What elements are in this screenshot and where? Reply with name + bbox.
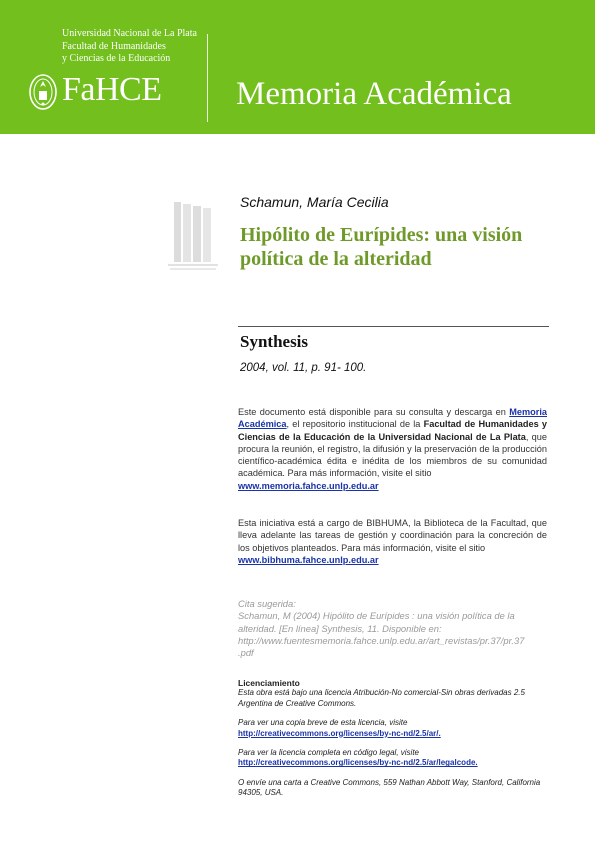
intro-paragraph [238, 406, 547, 492]
university-line: y Ciencias de la Educación [62, 53, 171, 64]
memoria-url-link[interactable]: www.memoria.fahce.unlp.edu.ar [238, 480, 379, 491]
citation-label: Cita sugerida: [238, 598, 296, 609]
university-seal-icon [28, 73, 58, 111]
bibhuma-text: Esta iniciativa está a cargo de BIBHUMA, la Biblioteca de la Facultad, que lleva adelante las tareas de gestión y coordinación para la concreción de los objetivos planteados. Para más información, visite el sitio [238, 518, 547, 553]
university-line: Universidad Nacional de La Plata [62, 28, 197, 39]
fahce-logo: FaHCE [62, 71, 162, 108]
license-text: Argentina de Creative Commons. [238, 698, 357, 708]
citation-line: .pdf [238, 647, 254, 659]
license-full-link[interactable]: http://creativecommons.org/licenses/by-nc-nd/2.5/ar/legalcode. [238, 758, 478, 768]
citation-line: http://www.fuentesmemoria.fahce.unlp.edu.ar/art_revistas/pr.37/pr.37 [238, 634, 525, 646]
license-brief-label: Para ver una copia breve de esta licencia, visite [238, 718, 408, 728]
faculty-name: Facultad de Humanidades y Ciencias de la Educación de la Universidad Nacional de La Plata [238, 419, 547, 442]
article-title: Hipólito de Eurípides: una visión política de la alteridad [240, 224, 523, 270]
intro-text: , el repositorio institucional de la [286, 419, 424, 430]
bibhuma-paragraph [238, 517, 547, 566]
publication-details: 2004, vol. 11, p. 91- 100. [240, 362, 367, 374]
license-letter: O envíe una carta a Creative Commons, 559 Nathan Abbott Way, Stanford, California [238, 777, 541, 787]
license-heading: Licenciamiento [238, 678, 300, 688]
author-name: Schamun, María Cecilia [240, 194, 389, 210]
divider [238, 326, 549, 327]
journal-name: Synthesis [240, 332, 309, 351]
memoria-academica-link[interactable]: Memoria Académica [238, 407, 547, 430]
license-brief-link[interactable]: http://creativecommons.org/licenses/by-nc-nd/2.5/ar/. [238, 728, 441, 738]
university-lines [62, 28, 197, 66]
university-line: Facultad de Humanidades [62, 40, 166, 52]
license-section [238, 678, 549, 799]
intro-text: Este documento está disponible para su consulta y descarga en [238, 407, 510, 417]
header-divider [207, 34, 208, 122]
repository-title: Memoria Académica [236, 76, 512, 112]
suggested-citation [238, 598, 549, 659]
bibhuma-books-logo-icon [166, 198, 222, 274]
bibhuma-url-link[interactable]: www.bibhuma.fahce.unlp.edu.ar [238, 554, 379, 565]
intro-text: , que procura la reunión, el registro, la difusión y la preservación de la producción científico-académica édita e inédita de los miembros de su comunidad académica. Para más información, visite el sitio [238, 431, 547, 479]
license-full-label: Para ver la licencia completa en código legal, visite [238, 748, 419, 758]
header-banner [0, 0, 595, 134]
license-text: Esta obra está bajo una licencia Atribución-No comercial-Sin obras derivadas 2.5 [238, 688, 525, 698]
citation-line: alteridad. [En línea] Synthesis, 11. Disponible en: [238, 622, 442, 634]
citation-line: Schamun, M (2004) Hipólito de Eurípides : una visión política de la [238, 610, 515, 622]
license-letter: 94305, USA. [238, 788, 284, 798]
